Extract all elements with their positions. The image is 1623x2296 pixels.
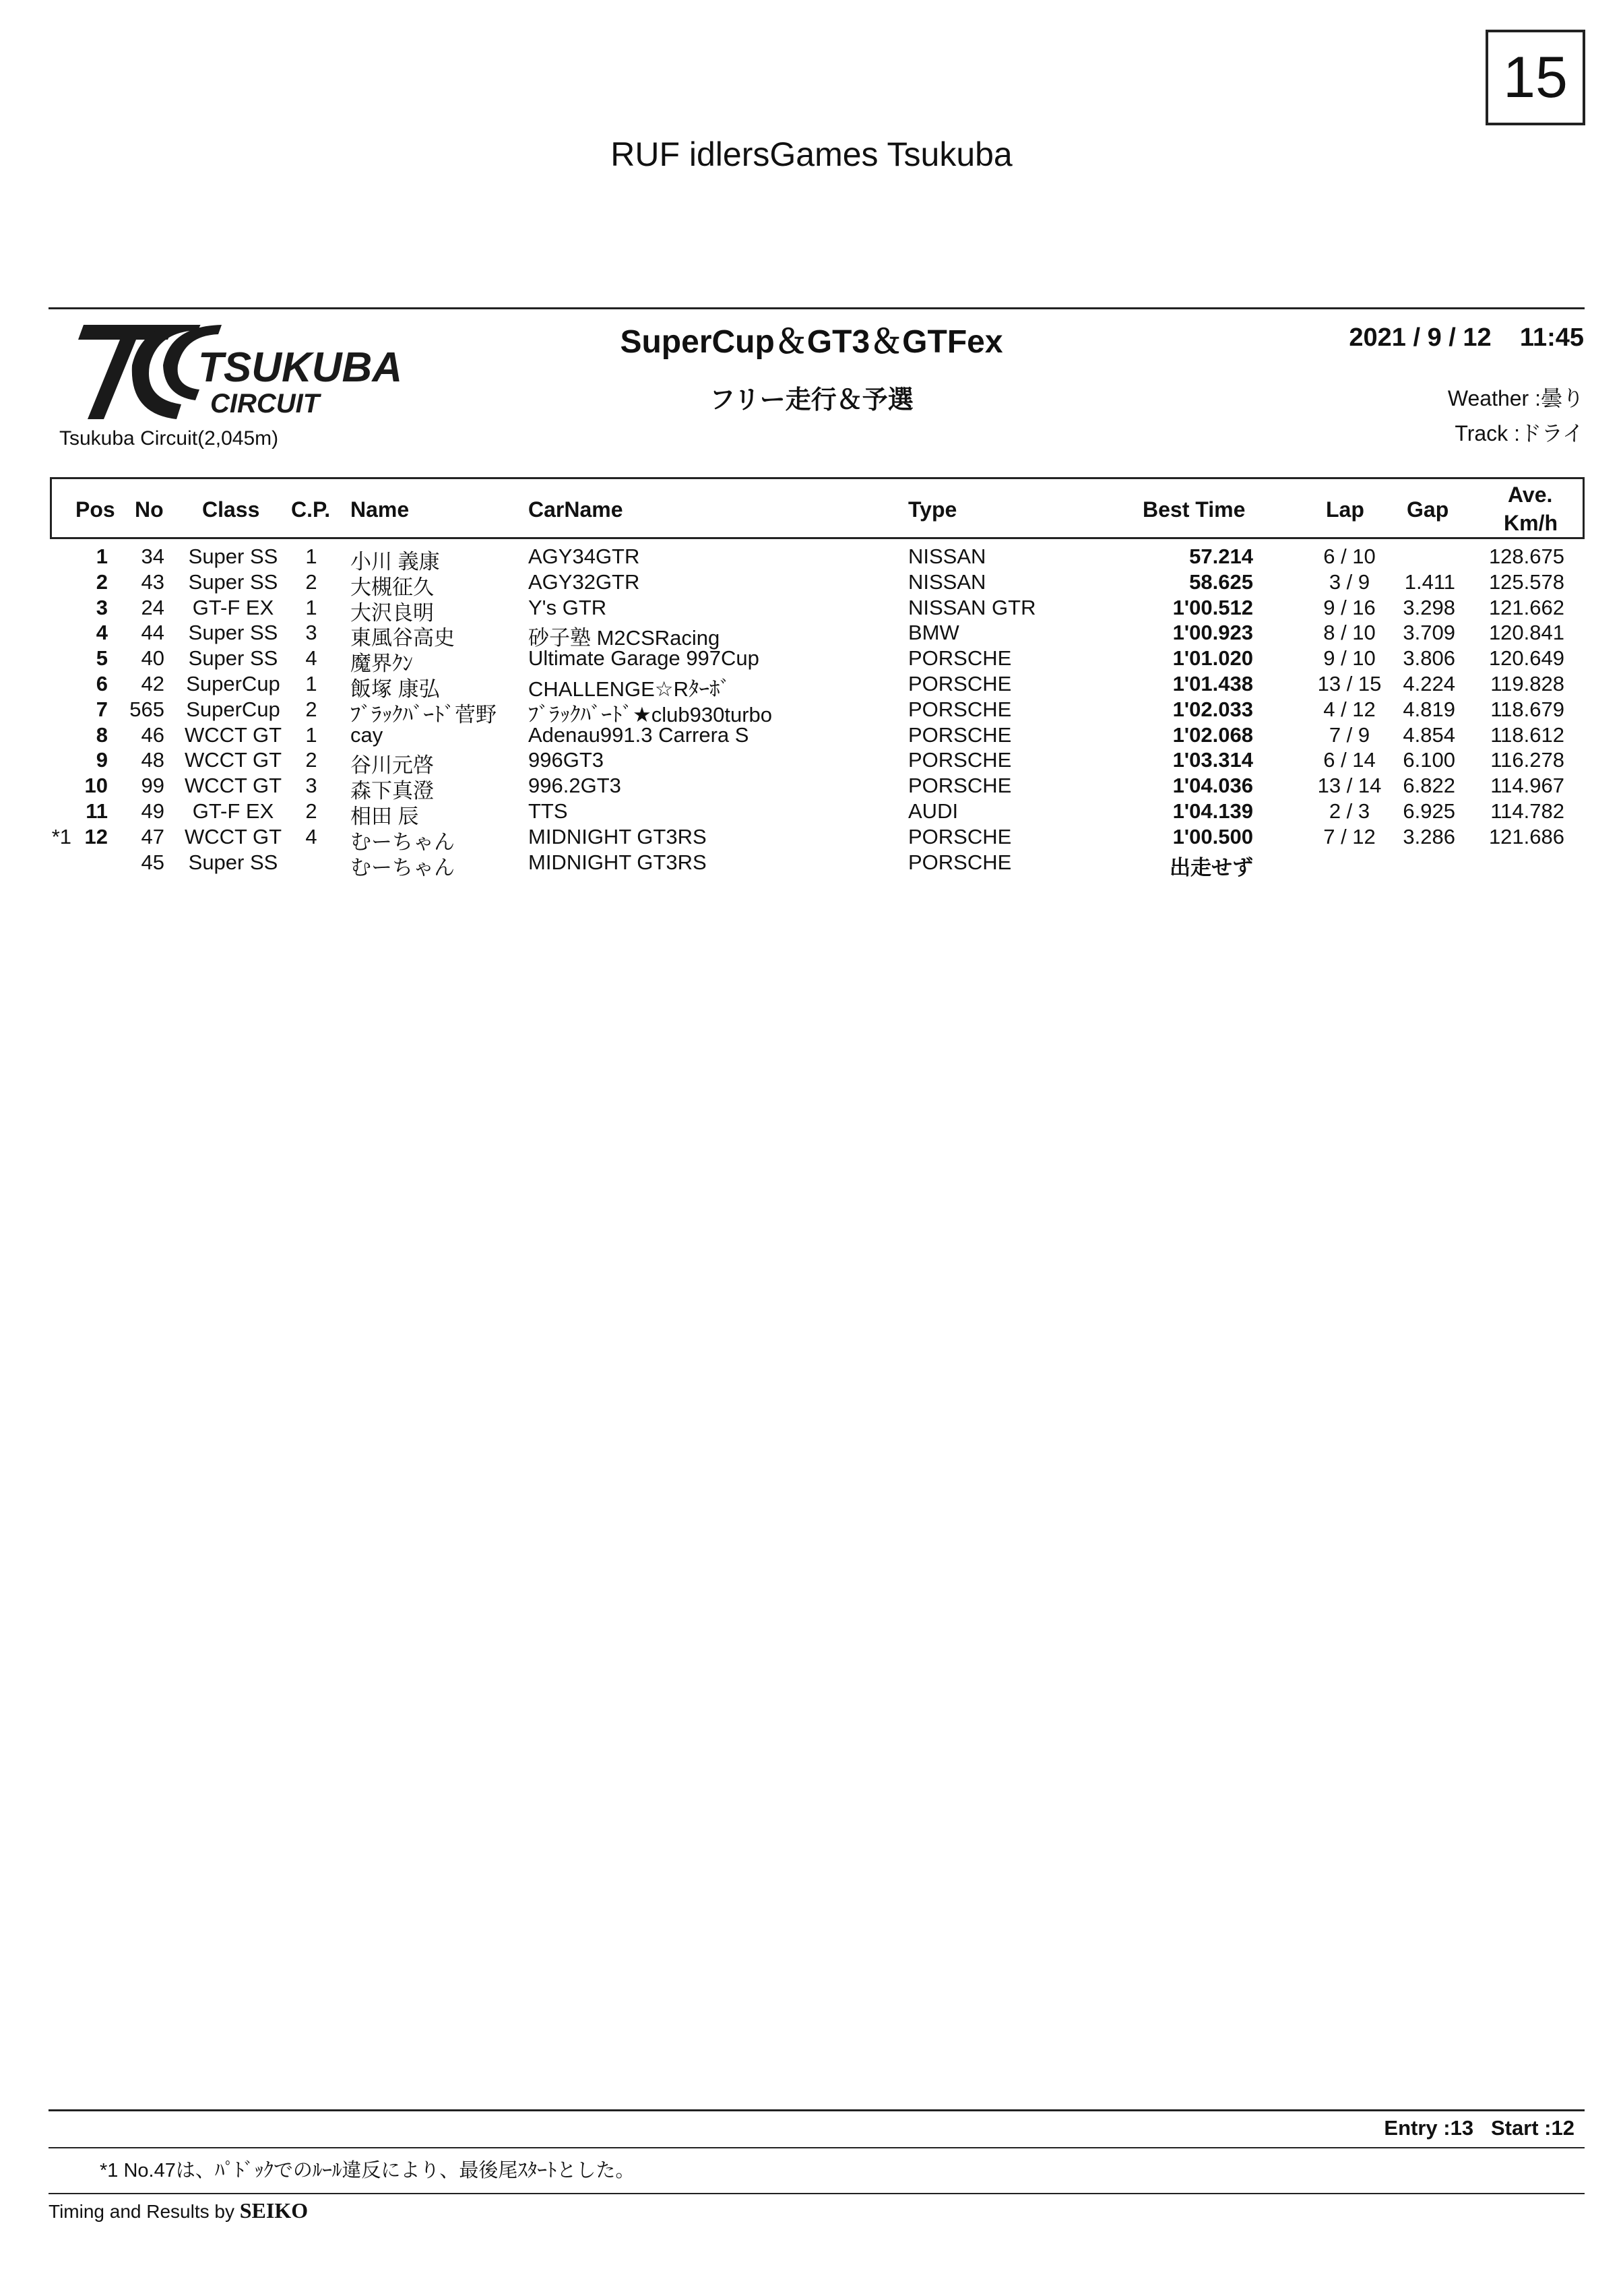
circuit-label: Tsukuba Circuit(2,045m) [59, 427, 279, 449]
cell-gap: 6.100 [1403, 748, 1455, 772]
cell-gap: 6.822 [1403, 774, 1455, 798]
timing-prefix: Timing and Results by [49, 2201, 234, 2222]
cell-pos: 5 [96, 646, 108, 671]
cell-gap: 3.298 [1403, 595, 1455, 619]
cell-ave: 114.967 [1490, 774, 1564, 798]
cell-cp: 3 [305, 621, 317, 645]
header-no: No [135, 497, 164, 522]
cell-name: 飯塚 康弘 [350, 677, 440, 701]
cell-car: Y's GTR [528, 595, 607, 619]
entry-label: Entry : [1384, 2116, 1451, 2140]
cell-cp: 2 [305, 748, 317, 772]
cell-best: 57.214 [1189, 545, 1253, 568]
track-info [1455, 416, 1584, 447]
cell-no: 44 [141, 621, 164, 645]
cell-lap: 9 / 10 [1323, 646, 1376, 671]
cell-lap: 3 / 9 [1329, 569, 1370, 594]
cell-pos: 3 [96, 595, 108, 619]
header-rule [49, 307, 1585, 309]
cell-car: MIDNIGHT GT3RS [528, 824, 707, 848]
cell-cp: 3 [305, 774, 317, 798]
cell-gap: 1.411 [1404, 569, 1455, 594]
cell-no: 42 [141, 672, 164, 695]
cell-type: PORSCHE [908, 672, 1012, 695]
table-row [0, 545, 1623, 573]
cell-pos: 9 [96, 748, 108, 772]
session-date: 2021 / 9 / 12 [1349, 323, 1492, 352]
cell-no: 43 [141, 569, 164, 594]
table-row [0, 569, 1623, 599]
cell-gap: 3.709 [1403, 621, 1455, 645]
cell-lap: 13 / 14 [1317, 774, 1382, 798]
cell-type: PORSCHE [908, 850, 1012, 874]
page-number-box [1486, 30, 1585, 125]
header-best-time: Best Time [1143, 497, 1246, 522]
cell-pos: 8 [96, 722, 108, 747]
cell-pos: 10 [84, 774, 108, 798]
cell-cp: 1 [305, 672, 317, 695]
table-row [0, 697, 1623, 726]
cell-class: Super SS [188, 545, 278, 568]
cell-name: むーちゃん [350, 855, 455, 879]
cell-type: PORSCHE [908, 748, 1012, 772]
footer-rule-top [49, 2109, 1585, 2111]
cell-best: 出走せず [1170, 855, 1253, 879]
cell-no: 45 [141, 850, 164, 874]
cell-best: 1'03.314 [1172, 748, 1253, 772]
cell-car: 996GT3 [528, 748, 604, 772]
cell-name: 相田 辰 [350, 805, 419, 828]
cell-class: Super SS [188, 621, 278, 645]
cell-name: 小川 義康 [350, 550, 440, 573]
cell-car: Ultimate Garage 997Cup [528, 646, 759, 671]
cell-name: むーちゃん [350, 830, 455, 854]
cell-lap: 9 / 16 [1323, 595, 1376, 619]
cell-no: 46 [141, 722, 164, 747]
cell-cp: 4 [305, 646, 317, 671]
cell-type: PORSCHE [908, 646, 1012, 671]
cell-best: 1'02.068 [1172, 722, 1253, 747]
cell-car: AGY34GTR [528, 545, 640, 568]
cell-cp: 1 [305, 595, 317, 619]
header-carname: CarName [528, 497, 623, 522]
logo-text-top: TSUKUBA [198, 344, 403, 391]
cell-name: 谷川元啓 [350, 753, 434, 778]
table-row [0, 824, 1623, 854]
header-class: Class [202, 497, 260, 522]
session-subtitle: フリー走行＆予選 [709, 386, 914, 414]
cell-ave: 118.612 [1490, 722, 1564, 747]
cell-car: CHALLENGE☆Rﾀｰﾎﾞ [528, 677, 730, 701]
cell-pos: 2 [96, 569, 108, 594]
cell-best: 58.625 [1189, 569, 1253, 594]
cell-type: AUDI [908, 799, 959, 823]
header-gap: Gap [1407, 497, 1449, 522]
cell-cp: 2 [305, 697, 317, 721]
cell-lap: 4 / 12 [1323, 697, 1376, 721]
header-cp: C.P. [291, 497, 331, 522]
seiko-brand: SEIKO [239, 2198, 309, 2223]
cell-ave: 120.841 [1488, 621, 1564, 645]
session-datetime [1349, 323, 1584, 352]
cell-class: GT-F EX [192, 595, 274, 619]
cell-class: WCCT GT [184, 774, 282, 798]
cell-no: 34 [141, 545, 164, 568]
cell-ave: 125.578 [1488, 569, 1564, 594]
cell-no: 47 [141, 824, 164, 848]
table-row [0, 595, 1623, 625]
cell-type: PORSCHE [908, 824, 1012, 848]
cell-ave: 121.662 [1488, 595, 1564, 619]
footer-rule-middle [49, 2147, 1585, 2148]
cell-ave: 118.679 [1490, 697, 1564, 721]
cell-class: WCCT GT [184, 748, 282, 772]
cell-ave: 116.278 [1490, 748, 1564, 772]
cell-type: PORSCHE [908, 774, 1012, 798]
cell-name: 森下真澄 [350, 779, 434, 803]
cell-pos: 6 [96, 672, 108, 695]
cell-gap: 6.925 [1403, 799, 1455, 823]
cell-best: 1'00.500 [1172, 824, 1253, 848]
cell-pos: 7 [96, 697, 108, 721]
cell-type: NISSAN GTR [908, 595, 1036, 619]
start-label: Start : [1490, 2116, 1552, 2140]
cell-no: 24 [141, 595, 164, 619]
cell-name: 大槻征久 [350, 575, 434, 599]
cell-car: 996.2GT3 [528, 774, 621, 798]
table-row [0, 723, 1623, 749]
cell-cp: 1 [305, 722, 317, 747]
cell-gap: 4.224 [1403, 672, 1455, 695]
cell-best: 1'04.139 [1172, 799, 1253, 823]
cell-best: 1'00.512 [1172, 595, 1253, 619]
cell-lap: 2 / 3 [1329, 799, 1370, 823]
cell-class: WCCT GT [184, 722, 282, 747]
cell-best: 1'01.438 [1172, 672, 1253, 695]
cell-lap: 6 / 10 [1323, 545, 1376, 568]
cell-pos: 1 [96, 545, 108, 568]
cell-ave: 114.782 [1490, 799, 1564, 823]
cell-best: 1'04.036 [1172, 774, 1253, 798]
logo-text-bottom: CIRCUIT [210, 389, 320, 418]
cell-type: NISSAN [908, 545, 986, 568]
cell-ave: 128.675 [1488, 545, 1564, 568]
cell-type: BMW [908, 621, 959, 645]
cell-gap: 4.854 [1403, 722, 1455, 747]
cell-car: AGY32GTR [528, 569, 640, 594]
table-row [0, 850, 1623, 879]
cell-name: 東風谷高史 [350, 626, 455, 650]
cell-no: 99 [141, 774, 164, 798]
cell-ave: 119.828 [1490, 672, 1564, 695]
header-lap: Lap [1326, 497, 1364, 522]
cell-ave: 120.649 [1488, 646, 1564, 671]
header-name: Name [350, 497, 410, 522]
table-row [0, 672, 1623, 701]
cell-gap: 3.806 [1403, 646, 1455, 671]
cell-class: WCCT GT [184, 824, 282, 848]
cell-best: 1'02.033 [1172, 697, 1253, 721]
cell-ave: 121.686 [1488, 824, 1564, 848]
cell-lap: 7 / 9 [1329, 722, 1370, 747]
table-row [0, 646, 1623, 676]
entry-value: 13 [1450, 2116, 1474, 2140]
page-number: 15 [1503, 44, 1568, 110]
cell-lap: 6 / 14 [1323, 748, 1376, 772]
cell-name: cay [350, 722, 383, 747]
cell-lap: 8 / 10 [1323, 621, 1376, 645]
table-row [0, 774, 1623, 803]
cell-class: SuperCup [186, 672, 280, 695]
timing-credit [49, 2198, 308, 2223]
cell-type: PORSCHE [908, 722, 1012, 747]
cell-no: 40 [141, 646, 164, 671]
cell-class: Super SS [188, 850, 278, 874]
cell-name: ﾌﾞﾗｯｸﾊﾞｰﾄﾞ菅野 [350, 702, 497, 726]
cell-car: 砂子塾 M2CSRacing [528, 626, 720, 650]
cell-pos: 12 [84, 824, 108, 848]
header-pos: Pos [75, 497, 115, 522]
cell-car: Adenau991.3 Carrera S [528, 722, 749, 747]
cell-class: Super SS [188, 569, 278, 594]
weather-value: 曇り [1540, 386, 1584, 410]
cell-class: SuperCup [186, 697, 280, 721]
start-value: 12 [1551, 2116, 1574, 2140]
cell-lap: 7 / 12 [1323, 824, 1376, 848]
header-type: Type [908, 497, 957, 522]
cell-cp: 4 [305, 824, 317, 848]
table-row [0, 621, 1623, 650]
track-label: Track : [1455, 421, 1520, 445]
session-time: 11:45 [1519, 323, 1584, 352]
table-row [0, 748, 1623, 778]
entry-start-summary [1384, 2116, 1574, 2140]
session-title: SuperCup＆GT3＆GTFex [620, 324, 1003, 360]
cell-gap: 3.286 [1403, 824, 1455, 848]
event-title: RUF idlersGames Tsukuba [610, 135, 1013, 173]
cell-no: 48 [141, 748, 164, 772]
cell-no: 565 [129, 697, 164, 721]
cell-car: MIDNIGHT GT3RS [528, 850, 707, 874]
cell-cp: 2 [305, 799, 317, 823]
cell-lap: 13 / 15 [1317, 672, 1382, 695]
header-kmh: Km/h [1504, 511, 1558, 535]
weather-info [1448, 381, 1584, 412]
footer-rule-bottom [49, 2193, 1585, 2194]
cell-class: GT-F EX [192, 799, 274, 823]
cell-note: *1 [51, 824, 71, 848]
cell-no: 49 [141, 799, 164, 823]
cell-type: NISSAN [908, 569, 986, 594]
cell-car: TTS [528, 799, 568, 823]
cell-pos: 11 [86, 799, 108, 823]
cell-type: PORSCHE [908, 697, 1012, 721]
header-ave: Ave. [1508, 483, 1553, 507]
table-row [0, 799, 1623, 828]
cell-class: Super SS [188, 646, 278, 671]
weather-label: Weather : [1447, 386, 1541, 410]
cell-name: 大沢良明 [350, 600, 434, 625]
cell-best: 1'01.020 [1172, 646, 1253, 671]
cell-gap: 4.819 [1403, 697, 1455, 721]
track-value: ドライ [1519, 421, 1584, 445]
cell-pos: 4 [96, 621, 108, 645]
cell-car: ﾌﾞﾗｯｸﾊﾞｰﾄﾞ★club930turbo [528, 702, 773, 726]
cell-name: 魔界ｸﾝ [350, 652, 413, 676]
cell-cp: 2 [305, 569, 317, 594]
cell-best: 1'00.923 [1172, 621, 1253, 645]
cell-cp: 1 [305, 545, 317, 568]
footnote: *1 No.47は、ﾊﾟﾄﾞｯｸでのﾙｰﾙ違反により、最後尾ｽﾀｰﾄとした。 [100, 2160, 635, 2181]
